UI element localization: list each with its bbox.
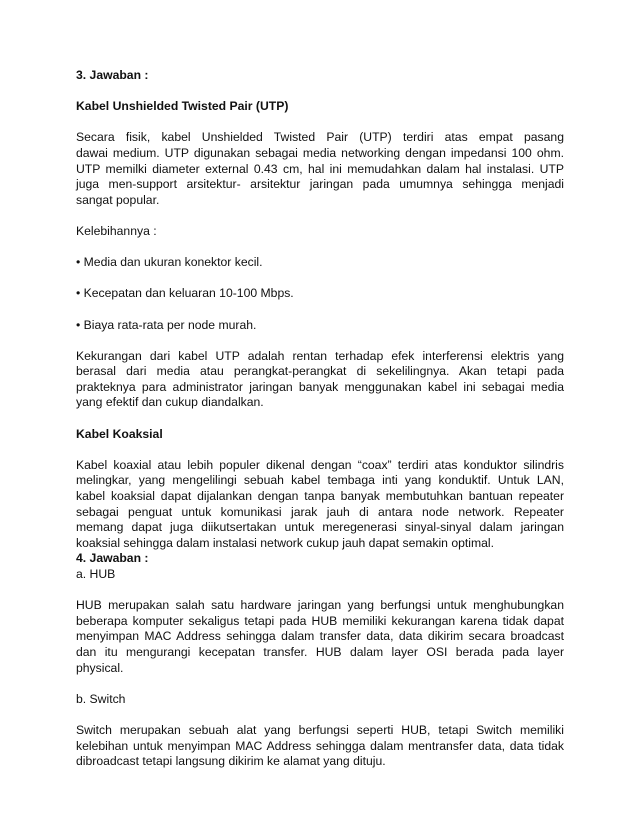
koaksial-paragraph-line: melingkar, yang mengelilingi sebuah kabel tembaga inti yang konduktif. Untuk LAN, bbox=[76, 473, 564, 488]
hub-paragraph-line: beberapa komputer sekaligus tetapi pada HUB memiliki kekurangan karena tidak dapat bbox=[76, 613, 564, 628]
utp-heading: Kabel Unshielded Twisted Pair (UTP) bbox=[76, 99, 289, 114]
koaksial-paragraph-line: koaksial sehingga dalam instalasi network cukup jauh dapat semakin optimal. bbox=[76, 535, 494, 550]
kekurangan-paragraph bbox=[76, 349, 564, 411]
bullet-item: • Media dan ukuran konektor kecil. bbox=[76, 255, 263, 270]
bullet-item: • Biaya rata-rata per node murah. bbox=[76, 317, 257, 332]
hub-label: a. HUB bbox=[76, 567, 116, 581]
koaksial-paragraph-line: kabel koaksial dapat dijalankan dengan tanpa banyak membutuhkan bantuan repeater bbox=[76, 489, 564, 504]
kekurangan-paragraph-line: yang efektif dan cukup diandalkan. bbox=[76, 395, 264, 410]
kekurangan-paragraph-line: berasal dari media atau perangkat-perangkat di sekelilingnya. Akan tetapi pada bbox=[76, 364, 564, 379]
utp-paragraph-line: dawai medium. UTP digunakan sebagai media networking dengan impedansi 100 ohm. bbox=[76, 145, 564, 160]
koaksial-paragraph-line: sebagai penguat untuk komunikasi jarak jauh di antara node network. Repeater bbox=[76, 504, 564, 519]
switch-paragraph bbox=[76, 723, 564, 770]
koaksial-paragraph bbox=[76, 458, 564, 552]
hub-paragraph-line: menyimpan MAC Address sehingga dalam transfer data, data dikirim secara broadcast bbox=[76, 629, 564, 644]
utp-paragraph-line: sangat popular. bbox=[76, 192, 160, 207]
kekurangan-paragraph-line: Kekurangan dari kabel UTP adalah rentan terhadap efek interferensi elektris yang bbox=[76, 348, 564, 363]
section-3-heading: 3. Jawaban : bbox=[76, 68, 149, 82]
bullet-item: • Kecepatan dan keluaran 10-100 Mbps. bbox=[76, 286, 294, 301]
section-4-heading: 4. Jawaban : bbox=[76, 551, 149, 566]
document-page bbox=[76, 68, 564, 770]
hub-paragraph-line: HUB merupakan salah satu hardware jaringan yang berfungsi untuk menghubungkan bbox=[76, 598, 564, 613]
hub-paragraph bbox=[76, 598, 564, 676]
hub-paragraph-line: dan itu mengurangi kecepatan transfer. HUB dalam layer OSI berada pada layer bbox=[76, 644, 564, 659]
switch-paragraph-line: dibroadcast tetapi langsung dikirim ke alamat yang dituju. bbox=[76, 754, 386, 769]
hub-paragraph-line: physical. bbox=[76, 660, 124, 675]
kelebihan-label: Kelebihannya : bbox=[76, 223, 157, 238]
utp-paragraph-line: juga men-support arsitektur- arsitektur jaringan pada umumnya sehingga menjadi bbox=[76, 177, 564, 192]
koaksial-paragraph-line: Kabel koaxial atau lebih populer dikenal dengan “coax” terdiri atas konduktor silindris bbox=[76, 457, 564, 472]
koaksial-heading: Kabel Koaksial bbox=[76, 426, 163, 441]
switch-label: b. Switch bbox=[76, 691, 126, 706]
switch-paragraph-line: Switch merupakan sebuah alat yang berfungsi seperti HUB, tetapi Switch memiliki bbox=[76, 722, 564, 737]
utp-paragraph-line: Secara fisik, kabel Unshielded Twisted Pair (UTP) terdiri atas empat pasang bbox=[76, 130, 564, 145]
utp-paragraph bbox=[76, 130, 564, 208]
utp-paragraph-line: UTP memilki diameter external 0.43 cm, hal ini memudahkan dalam hal instalasi. UTP bbox=[76, 161, 564, 176]
switch-paragraph-line: kelebihan untuk menyimpan MAC Address sehingga dalam mentransfer data, data tidak bbox=[76, 738, 564, 753]
kekurangan-paragraph-line: prakteknya para administrator jaringan banyak menggunakan kabel ini sebagai media bbox=[76, 379, 564, 394]
koaksial-paragraph-line: memang dapat juga diikutsertakan untuk meregenerasi sinyal-sinyal dalam jaringan bbox=[76, 520, 564, 535]
